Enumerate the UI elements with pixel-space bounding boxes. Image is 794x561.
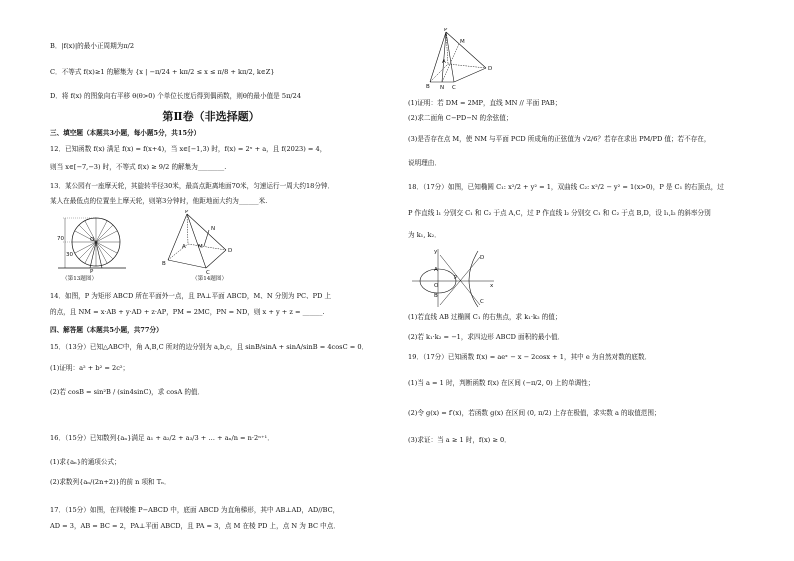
q16-part2: (2)求数列{aₙ/(2n+2)}的前 n 项和 Tₙ． xyxy=(50,478,171,486)
q17-part2: (2)求二面角 C−PD−N 的余弦值； xyxy=(408,114,513,122)
label-m17: M xyxy=(460,39,465,45)
ellipse-hyperbola-figure xyxy=(410,247,496,309)
label-a14: A xyxy=(182,244,186,250)
q15-part1: (1)证明：a² + b² = 2c²； xyxy=(50,364,130,372)
pyramid-figure-14 xyxy=(162,210,242,274)
pyramid-figure-17 xyxy=(422,28,508,90)
label-b14: B xyxy=(162,261,166,267)
fill-blank-header: 三、填空题（本题共3小题，每小题5分，共15分） xyxy=(50,129,201,137)
ferris-wheel-figure xyxy=(56,210,128,274)
q19-part1: (1)当 a = 1 时，判断函数 f(x) 在区间 (−π/2, 0) 上的单调性； xyxy=(408,379,595,387)
part2-title: 第Ⅱ卷（非选择题） xyxy=(162,110,260,123)
label-a18: A xyxy=(434,267,438,273)
q18-part2: (2)若 k₁·k₂ = −1，求四边形 ABCD 面积的最小值． xyxy=(408,333,565,341)
label-d17: D xyxy=(488,66,493,72)
fig13-caption: （第13题图） xyxy=(62,276,98,282)
label-c17: C xyxy=(452,85,456,90)
q17-part3-line1: (3)是否存在点 M，使 NM 与平面 PCD 所成角的正弦值为 √2/6？若存在求出 PM/PD 值；若不存在， xyxy=(408,135,711,143)
label-b18: B xyxy=(434,293,438,299)
label-70: 70 xyxy=(57,236,64,242)
label-p17: P xyxy=(444,28,448,33)
label-a17: A xyxy=(442,59,446,65)
q12-line1: 12．已知函数 f(x) 满足 f(x) = f(x+4)，当 x∈[−1,3) 时，f(x) = 2ˣ + a，且 f(2023) = 4， xyxy=(50,145,327,153)
q15-line1: 15．（13分）已知△ABC中，角 A,B,C 所对的边分别为 a,b,c，且 sinB/sinA + sinA/sinB = 4cosC = 0． xyxy=(50,343,369,351)
solve-header: 四、解答题（本题共5小题，共77分） xyxy=(50,326,163,334)
label-p: P xyxy=(90,269,94,274)
label-30: 30 xyxy=(66,252,73,258)
label-d18: D xyxy=(480,255,485,261)
option-c: C．不等式 f(x)≥1 的解集为 {x | −π/24 + kπ/2 ≤ x ≤ π/8 + kπ/2, k∈Z} xyxy=(50,68,275,76)
option-d: D．将 f(x) 的图象向右平移 θ(θ>0) 个单位长度后得到偶函数，则θ的最小值是 5π/24 xyxy=(50,92,302,100)
q18-part1: (1)若直线 AB 过椭圆 C₁ 的右焦点，求 k₁·k₂ 的值； xyxy=(408,313,562,321)
label-m14: M xyxy=(198,244,203,250)
label-o18: O xyxy=(434,283,439,289)
fig14-caption: （第14题图） xyxy=(192,276,228,282)
label-n17: N xyxy=(440,85,445,90)
q14-line2: 的点，且 NM = x·AB + y·AD + z·AP，PM = 2MC，PN = ND，则 x + y + z = ______. xyxy=(50,308,325,316)
label-b17: B xyxy=(426,84,430,90)
q16-part1: (1)求{aₙ}的通项公式； xyxy=(50,458,121,466)
q17-line1: 17．（15分）如图，在四棱锥 P−ABCD 中，底面 ABCD 为直角梯形，其中 AB⊥AD，AD//BC， xyxy=(50,506,340,514)
label-x18: x xyxy=(490,283,494,289)
option-b: B．|f(x)|的最小正周期为π/2 xyxy=(50,42,135,50)
q18-line1: 18．（17分）如图，已知椭圆 C₁: x²/2 + y² = 1，双曲线 C₂: x²/2 − y² = 1(x>0)，P 是 C₁ 的右顶点，过 xyxy=(408,183,724,191)
q15-part2: (2)若 cosB = sin²B / (sin4sinC)，求 cosA 的值． xyxy=(50,388,205,396)
q17-part3-line2: 说明理由． xyxy=(408,159,441,167)
label-d14: D xyxy=(228,248,233,254)
label-n14: N xyxy=(211,226,216,232)
label-p18: P xyxy=(454,275,458,281)
label-p14: P xyxy=(185,210,189,215)
q19-line1: 19．（17分）已知函数 f(x) = aeˣ − x − 2cosx + 1，其中 e 为自然对数的底数． xyxy=(408,353,652,361)
q17-line2: AD = 3，AB = BC = 2，PA⊥平面 ABCD，且 PA = 3，点 M 在棱 PD 上，点 N 为 BC 中点． xyxy=(50,522,340,530)
q18-line2: P 作直线 l₁ 分别交 C₁ 和 C₂ 于点 A,C，过 P 作直线 l₂ 分别交 C₁ 和 C₂ 于点 B,D，设 l₁,l₂ 的斜率分别 xyxy=(408,209,711,217)
q16-line1: 16．（15分）已知数列{aₙ}满足 a₁ + a₂/2 + a₃/3 + … + aₙ/n = n·2ⁿ⁺¹． xyxy=(50,434,274,442)
q18-line3: 为 k₁, k₂． xyxy=(408,231,441,239)
label-o: O xyxy=(90,237,95,243)
label-c18: C xyxy=(480,299,484,305)
q19-part3: (3)求证：当 a ≥ 1 时，f(x) ≥ 0． xyxy=(408,436,511,444)
label-y18: y xyxy=(434,249,438,255)
q13-line2: 某人在最低点的位置坐上摩天轮，则第3分钟时，他距地面大约为______米. xyxy=(50,197,268,205)
q13-line1: 13．某公园有一座摩天轮，其旋转半径30米，最高点距离地面70米，匀速运行一周大约18分钟． xyxy=(50,182,335,190)
hyperbola-c2 xyxy=(469,251,478,307)
q14-line1: 14．如图，P 为矩形 ABCD 所在平面外一点，且 PA⊥平面 ABCD，M、N 分别为 PC、PD 上 xyxy=(50,292,332,300)
q17-part1: (1)证明：若 DM = 2MP，直线 MN // 平面 PAB； xyxy=(408,99,562,107)
q19-part2: (2)令 g(x) = f′(x)，若函数 g(x) 在区间 (0, π/2) 上存在极值，求实数 a 的取值范围； xyxy=(408,409,661,417)
label-c14: C xyxy=(206,270,210,274)
q12-line2: 则当 x∈[−7,−3) 时，不等式 f(x) ≥ 9/2 的解集为________. xyxy=(50,163,227,171)
